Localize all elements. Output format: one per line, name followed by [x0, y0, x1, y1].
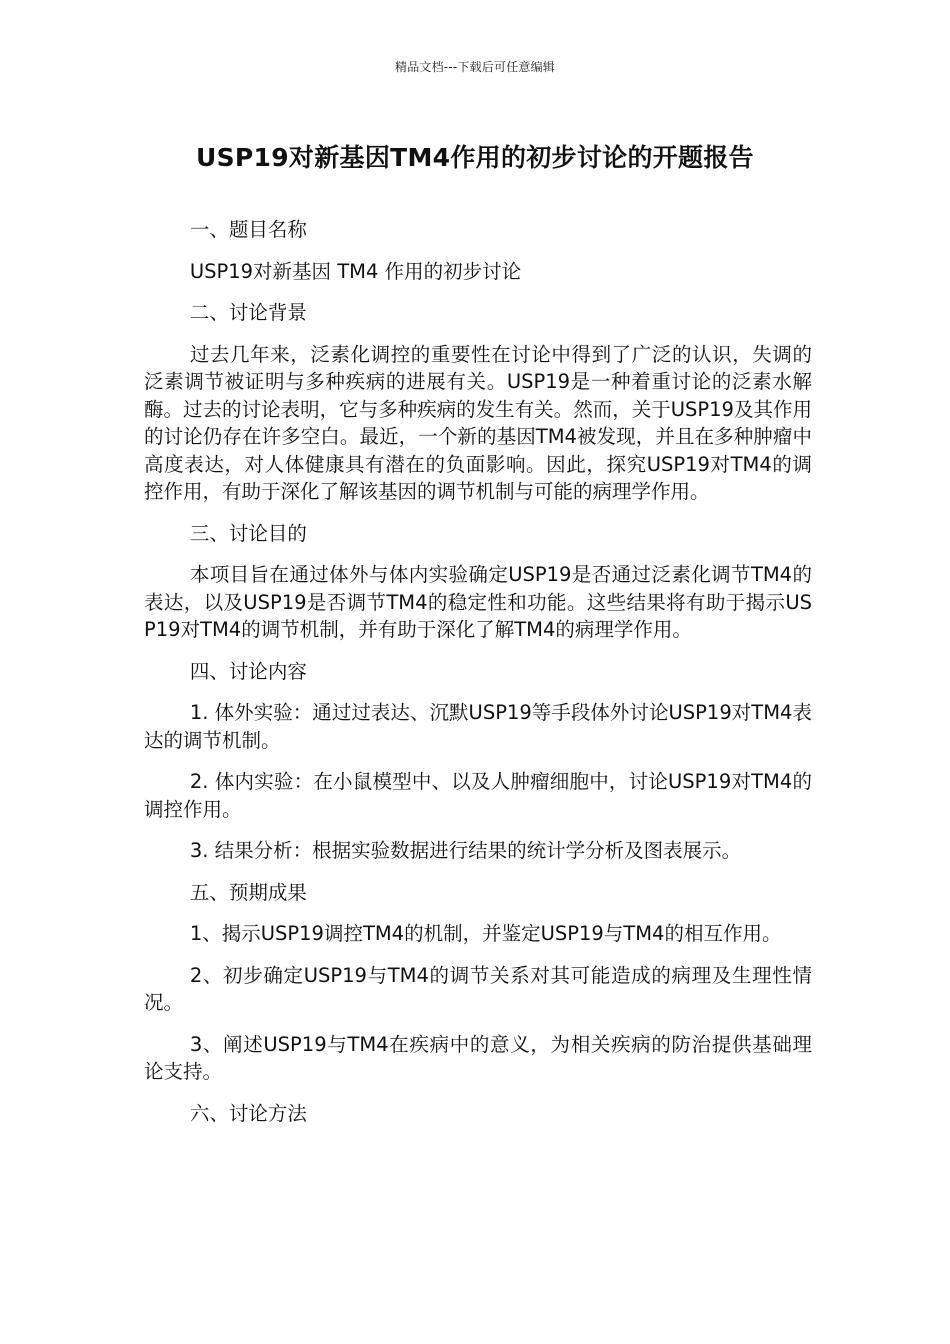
expected-result-item-2: 2、初步确定USP19与TM4的调节关系对其可能造成的病理及生理性情况。 [144, 963, 812, 1014]
content-item-analysis: 3. 结果分析：根据实验数据进行结果的统计学分析及图表展示。 [189, 839, 742, 862]
section-heading-purpose: 三、讨论目的 [189, 521, 307, 545]
section-heading-methods: 六、讨论方法 [189, 1101, 307, 1125]
content-item-in-vivo: 2. 体内实验：在小鼠模型中、以及人肿瘤细胞中，讨论USP19对TM4的调控作用。 [144, 770, 812, 821]
background-paragraph: 过去几年来，泛素化调控的重要性在讨论中得到了广泛的认识，失调的泛素调节被证明与多种疾病的进展有关。USP19是一种着重讨论的泛素水解酶。过去的讨论表明，它与多种疾病的发生有关。然而，关于USP19及其作用的讨论仍存在许多空白。最近，一个新的基因TM4被发现，并且在多种肿瘤中高度表达，对人体健康具有潜在的负面影响。因此，探究USP19对TM4的调控作用，有助于深化了解该基因的调节机制与可能的病理学作用。 [144, 342, 812, 503]
header-note: 精品文档---下载后可任意编辑 [395, 60, 555, 74]
section-heading-topic: 一、题目名称 [189, 218, 307, 241]
purpose-paragraph: 本项目旨在通过体外与体内实验确定USP19是否通过泛素化调节TM4的表达，以及USP19是否调节TM4的稳定性和功能。这些结果将有助于揭示USP19对TM4的调节机制，并有助于深化了解TM4的病理学作用。 [144, 563, 812, 641]
document-body [144, 216, 812, 1141]
expected-result-item-1: 1、揭示USP19调控TM4的机制，并鉴定USP19与TM4的相互作用。 [189, 922, 782, 945]
section-heading-content: 四、讨论内容 [189, 659, 307, 683]
section-heading-expected-results: 五、预期成果 [189, 880, 307, 904]
section-heading-background: 二、讨论背景 [189, 301, 307, 324]
topic-name-paragraph: USP19对新基因 TM4 作用的初步讨论 [189, 259, 522, 283]
content-item-in-vitro: 1. 体外实验：通过过表达、沉默USP19等手段体外讨论USP19对TM4表达的调节机制。 [144, 701, 812, 752]
document-title: USP19对新基因TM4作用的初步讨论的开题报告 [196, 143, 754, 172]
expected-result-item-3: 3、阐述USP19与TM4在疾病中的意义，为相关疾病的防治提供基础理论支持。 [144, 1032, 812, 1083]
